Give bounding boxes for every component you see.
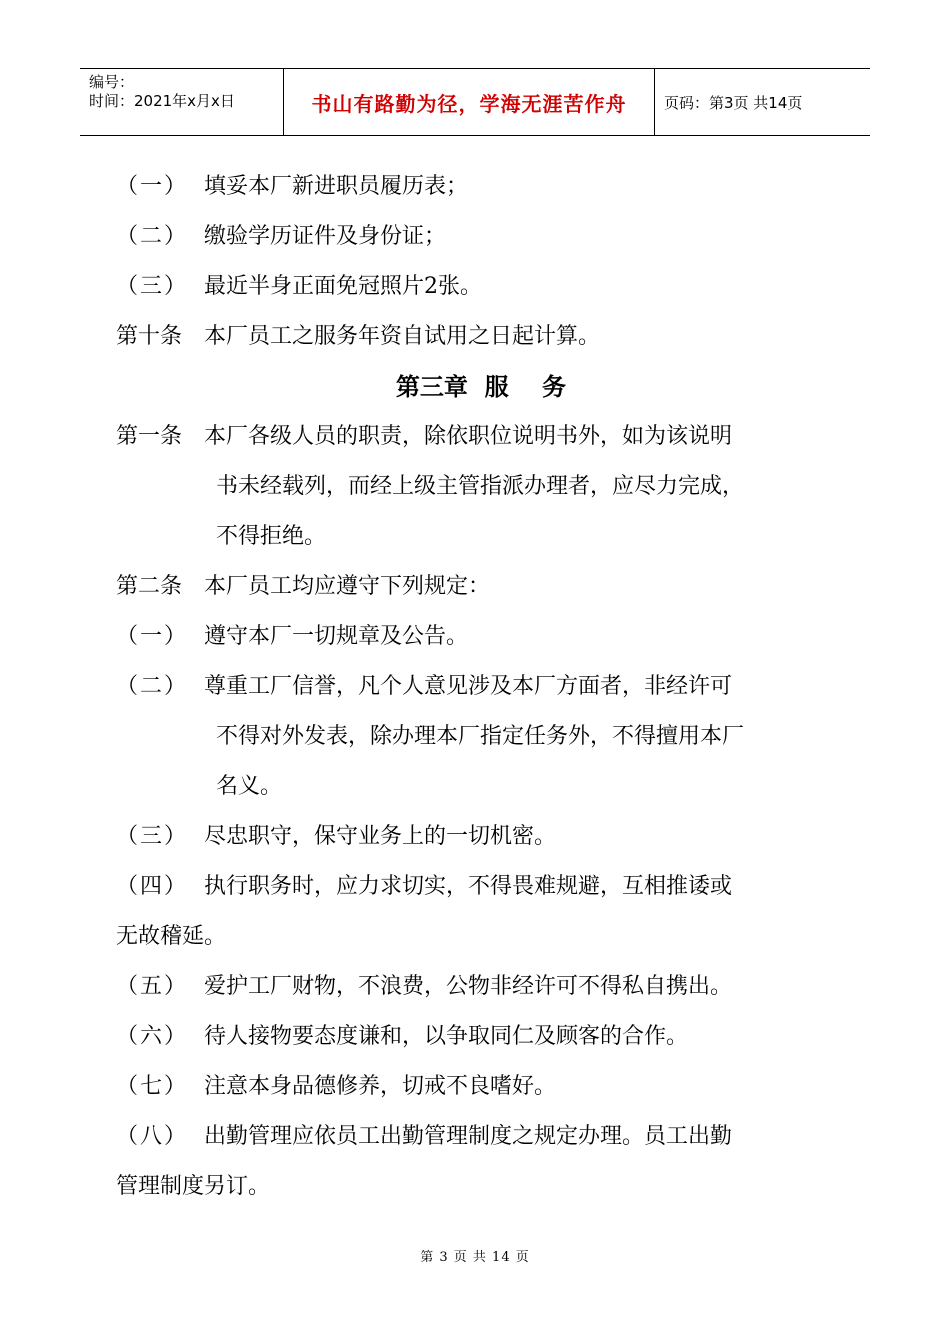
article-label: 第十条 — [116, 324, 183, 349]
rule-number: （五） — [116, 974, 189, 999]
rule-text: 注意本身品德修养，切戒不良嗜好。 — [204, 1074, 557, 1099]
rule-number: （四） — [116, 874, 189, 899]
rule-number: （六） — [116, 1024, 189, 1049]
rule-item — [116, 612, 846, 662]
header-page-cell — [655, 69, 870, 135]
rule-number: （七） — [116, 1074, 189, 1099]
rule-text: 出勤管理应依员工出勤管理制度之规定办理。员工出勤 — [204, 1124, 733, 1149]
rule-item — [116, 962, 846, 1012]
rule-text: 待人接物要态度谦和，以争取同仁及顾客的合作。 — [204, 1024, 689, 1049]
rule-text: 尽忠职守，保守业务上的一切机密。 — [204, 824, 557, 849]
article-10 — [116, 312, 846, 362]
rule-item — [116, 1012, 846, 1062]
list-item — [116, 212, 846, 262]
page-footer: 第 3 页 共 14 页 — [420, 1250, 530, 1265]
rule-item — [116, 862, 846, 912]
rule-continuation: 名义。 — [216, 774, 283, 799]
article-text: 本厂各级人员的职责，除依职位说明书外，如为该说明 — [204, 424, 733, 449]
rule-continuation: 管理制度另订。 — [116, 1174, 271, 1199]
article-2 — [116, 562, 846, 612]
header-motto: 书山有路勤为径，学海无涯苦作舟 — [311, 91, 627, 116]
rule-item — [116, 662, 846, 712]
article-1 — [116, 412, 846, 462]
rule-item — [116, 1062, 846, 1112]
article-label: 第一条 — [116, 424, 183, 449]
page-header — [80, 68, 870, 136]
rule-number: （三） — [116, 824, 189, 849]
item-text: 填妥本厂新进职员履历表； — [204, 174, 469, 199]
article-text: 本厂员工均应遵守下列规定： — [204, 574, 491, 599]
rule-item — [116, 1112, 846, 1162]
article-text: 本厂员工之服务年资自试用之日起计算。 — [204, 324, 601, 349]
header-meta — [80, 69, 283, 135]
rule-text: 遵守本厂一切规章及公告。 — [204, 624, 469, 649]
rule-text: 爱护工厂财物，不浪费，公物非经许可不得私自携出。 — [204, 974, 733, 999]
chapter-title: 第三章 服 务 — [395, 373, 567, 401]
rule-item — [116, 812, 846, 862]
article-continuation: 书未经载列，而经上级主管指派办理者，应尽力完成， — [216, 474, 745, 499]
rule-number: （一） — [116, 624, 189, 649]
rule-continuation: 无故稽延。 — [116, 924, 227, 949]
rule-number: （二） — [116, 674, 189, 699]
item-text: 缴验学历证件及身份证； — [204, 224, 447, 249]
rule-text: 尊重工厂信誉，凡个人意见涉及本厂方面者，非经许可 — [204, 674, 733, 699]
header-motto-cell — [283, 69, 655, 135]
rule-continuation: 不得对外发表，除办理本厂指定任务外，不得擅用本厂 — [216, 724, 745, 749]
document-body — [116, 162, 846, 1212]
rule-text: 执行职务时，应力求切实，不得畏难规避，互相推诿或 — [204, 874, 733, 899]
header-number: 编号： — [89, 73, 135, 91]
article-label: 第二条 — [116, 574, 183, 599]
item-text: 最近半身正面免冠照片2张。 — [204, 274, 482, 299]
list-item — [116, 162, 846, 212]
list-item — [116, 262, 846, 312]
article-continuation: 不得拒绝。 — [216, 524, 327, 549]
rule-number: （八） — [116, 1124, 189, 1149]
item-number: （一） — [116, 174, 189, 199]
item-number: （三） — [116, 274, 189, 299]
header-page-number: 页码：第3页 共14页 — [664, 93, 803, 112]
header-time: 时间：2021年x月x日 — [89, 92, 235, 110]
item-number: （二） — [116, 224, 189, 249]
